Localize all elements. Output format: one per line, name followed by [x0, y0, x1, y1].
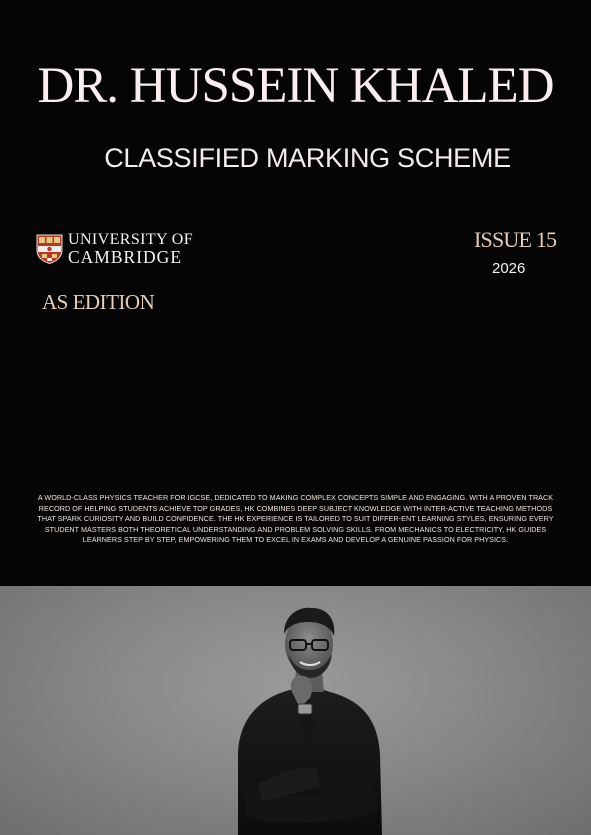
teacher-bio-text: A WORLD-CLASS PHYSICS TEACHER FOR IGCSE, DEDICATED TO MAKING COMPLEX CONCEPTS SIMPLE AND ENGAGING. WITH A PROVEN TRACK RECORD OF HELPING STUDENTS ACHIEVE TOP GRADES, HK COMBINES DEEP SUBJECT KNOWLEDGE WITH INTER-ACTIVE TEACHING METHODS THAT SPARK CURIOSITY AND BUILD CONFIDENCE. THE HK EXPERIENCE IS TAILORED TO SUIT DIFFER-ENT LEARNING STYLES, ENSURING EVERY STUDENT MASTERS BOTH THEORETICAL UNDERSTANDING AND PROBLEM SOLVING SKILLS. FROM MECHANICS TO ELECTRICITY, HK GUIDES LEARNERS STEP BY STEP, EMPOWERING THEM TO EXCEL IN EXAMS AND DEVELOP A GENUINE PASSION FOR PHYSICS.	[37, 493, 554, 545]
issue-label: ISSUE 15	[474, 227, 557, 252]
author-name-title: DR. HUSSEIN KHALED	[37, 58, 554, 114]
year-label: 2026	[492, 260, 526, 277]
document-subtitle: CLASSIFIED MARKING SCHEME	[104, 143, 511, 173]
edition-label: AS EDITION	[42, 290, 155, 314]
teacher-portrait-illustration	[0, 586, 591, 835]
logo-text-line1: UNIVERSITY OF	[68, 231, 194, 248]
logo-text-line2: CAMBRIDGE	[68, 247, 183, 267]
teacher-photo	[0, 586, 591, 835]
cambridge-crest-icon	[36, 234, 63, 264]
